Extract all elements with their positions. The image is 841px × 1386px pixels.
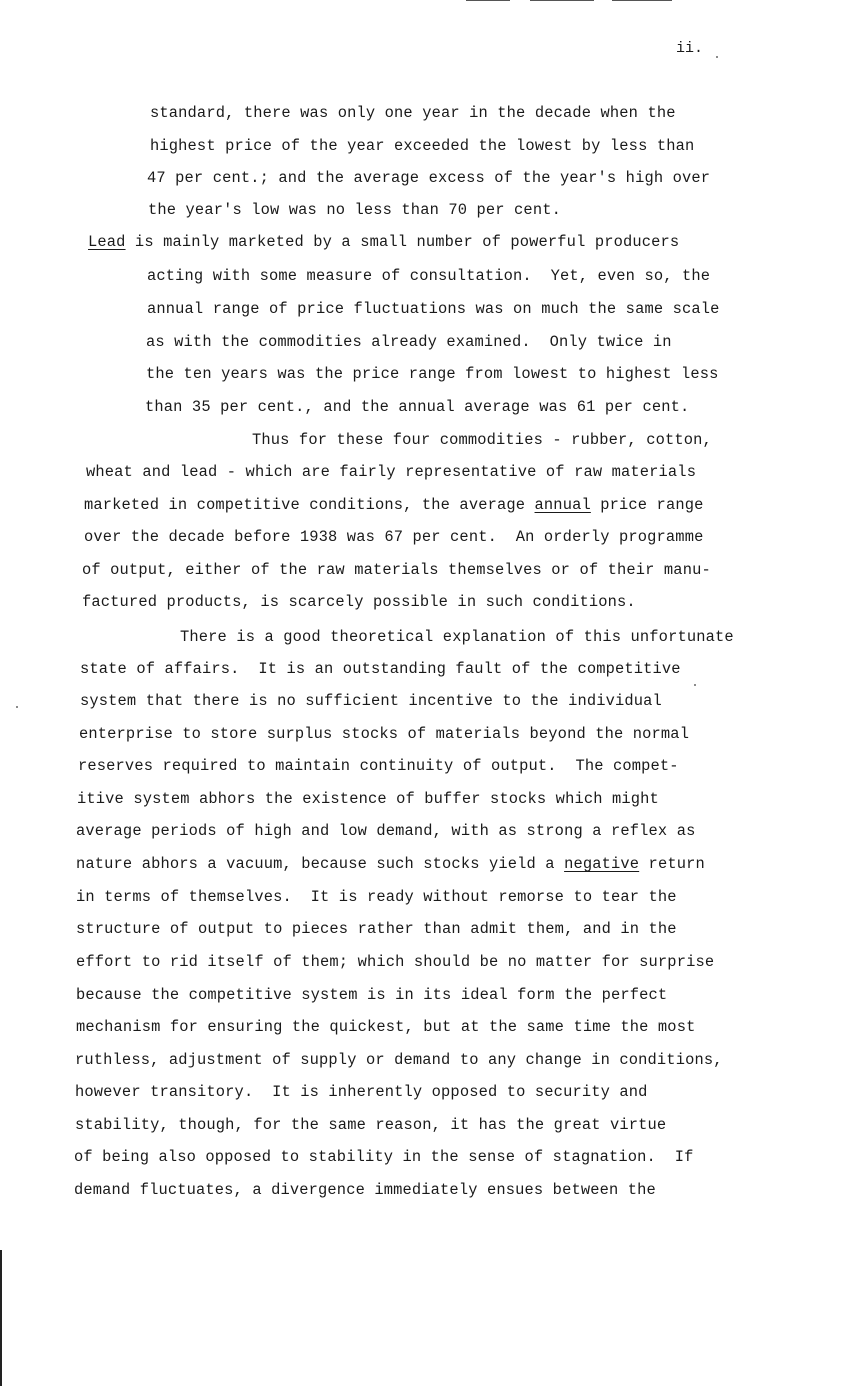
text-segment: the ten years was the price range from lowest to highest less xyxy=(146,365,719,383)
text-line xyxy=(82,560,711,580)
text-line xyxy=(79,724,689,744)
text-line xyxy=(147,266,710,286)
text-segment: factured products, is scarcely possible in such conditions. xyxy=(82,593,636,611)
text-segment: 47 per cent.; and the average excess of the year's high over xyxy=(147,169,711,187)
text-segment: reserves required to maintain continuity of output. The compet- xyxy=(78,757,679,775)
text-line xyxy=(150,103,676,123)
text-segment: acting with some measure of consultation. Yet, even so, the xyxy=(147,267,711,285)
text-segment: state of affairs. It is an outstanding fault of the competitive xyxy=(80,660,681,678)
text-segment: wheat and lead - which are fairly representative of raw materials xyxy=(86,463,697,481)
text-segment: marketed in competitive conditions, the average xyxy=(84,496,535,514)
text-segment: itive system abhors the existence of buffer stocks which might xyxy=(77,790,659,808)
text-segment: demand fluctuates, a divergence immediately ensues between the xyxy=(74,1181,656,1199)
text-line xyxy=(146,364,719,384)
text-segment: stability, though, for the same reason, it has the great virtue xyxy=(75,1116,667,1134)
text-segment: highest price of the year exceeded the lowest by less than xyxy=(150,137,695,155)
underlined-word: annual xyxy=(534,496,591,514)
text-segment: effort to rid itself of them; which should be no matter for surprise xyxy=(76,953,715,971)
text-line xyxy=(82,592,636,612)
page-number: ii. xyxy=(676,40,704,57)
text-line xyxy=(75,1050,723,1070)
top-rule xyxy=(530,0,594,1)
text-line xyxy=(150,136,694,156)
text-segment: nature abhors a vacuum, because such stocks yield a xyxy=(76,855,565,873)
text-line xyxy=(80,691,662,711)
text-line xyxy=(147,168,710,188)
text-line xyxy=(76,952,714,972)
scan-speck xyxy=(16,706,18,708)
text-segment: annual range of price fluctuations was on much the same scale xyxy=(147,300,720,318)
text-line xyxy=(75,1115,666,1135)
text-line xyxy=(252,430,712,450)
text-segment: average periods of high and low demand, with as strong a reflex as xyxy=(76,822,696,840)
scan-speck xyxy=(716,56,718,58)
text-line xyxy=(145,397,689,417)
underlined-word: negative xyxy=(564,855,640,873)
text-line xyxy=(86,462,696,482)
text-line xyxy=(76,1017,695,1037)
text-segment: enterprise to store surplus stocks of materials beyond the normal xyxy=(79,725,690,743)
text-segment: price range xyxy=(590,496,704,514)
text-segment: ruthless, adjustment of supply or demand to any change in conditions, xyxy=(75,1051,723,1069)
text-segment: standard, there was only one year in the decade when the xyxy=(150,104,676,122)
text-segment: the year's low was no less than 70 per cent. xyxy=(148,201,561,219)
text-line xyxy=(75,1082,648,1102)
text-segment: structure of output to pieces rather than admit them, and in the xyxy=(76,920,677,938)
text-line xyxy=(146,332,672,352)
scan-edge-mark xyxy=(0,1250,2,1386)
text-segment: return xyxy=(639,855,705,873)
text-segment: however transitory. It is inherently opposed to security and xyxy=(75,1083,648,1101)
text-segment: than 35 per cent., and the annual average was 61 per cent. xyxy=(145,398,690,416)
text-segment: because the competitive system is in its ideal form the perfect xyxy=(76,986,668,1004)
text-segment: system that there is no sufficient incentive to the individual xyxy=(80,692,662,710)
text-line xyxy=(180,627,734,647)
text-line xyxy=(147,299,720,319)
scan-speck xyxy=(694,684,696,686)
underlined-word: Lead xyxy=(88,233,126,251)
text-segment: of being also opposed to stability in the sense of stagnation. If xyxy=(74,1148,694,1166)
text-line xyxy=(77,789,659,809)
text-line xyxy=(88,232,679,252)
text-segment: Thus for these four commodities - rubber, cotton, xyxy=(252,431,712,449)
top-rule xyxy=(612,0,672,1)
text-line xyxy=(84,527,703,547)
text-segment: There is a good theoretical explanation of this unfortunate xyxy=(180,628,734,646)
text-line xyxy=(76,854,705,874)
text-segment: in terms of themselves. It is ready without remorse to tear the xyxy=(76,888,677,906)
text-segment: mechanism for ensuring the quickest, but at the same time the most xyxy=(76,1018,696,1036)
text-line xyxy=(76,985,667,1005)
text-line xyxy=(74,1180,656,1200)
text-line xyxy=(76,919,677,939)
text-line xyxy=(80,659,681,679)
text-line xyxy=(78,756,679,776)
text-line xyxy=(148,200,561,220)
text-line xyxy=(76,821,695,841)
text-line xyxy=(76,887,677,907)
text-line xyxy=(74,1147,693,1167)
text-line xyxy=(84,495,704,515)
text-segment: over the decade before 1938 was 67 per cent. An orderly programme xyxy=(84,528,704,546)
top-rule xyxy=(466,0,510,1)
text-segment: is mainly marketed by a small number of powerful producers xyxy=(125,233,680,251)
text-segment: of output, either of the raw materials themselves or of their manu- xyxy=(82,561,711,579)
text-segment: as with the commodities already examined. Only twice in xyxy=(146,333,672,351)
